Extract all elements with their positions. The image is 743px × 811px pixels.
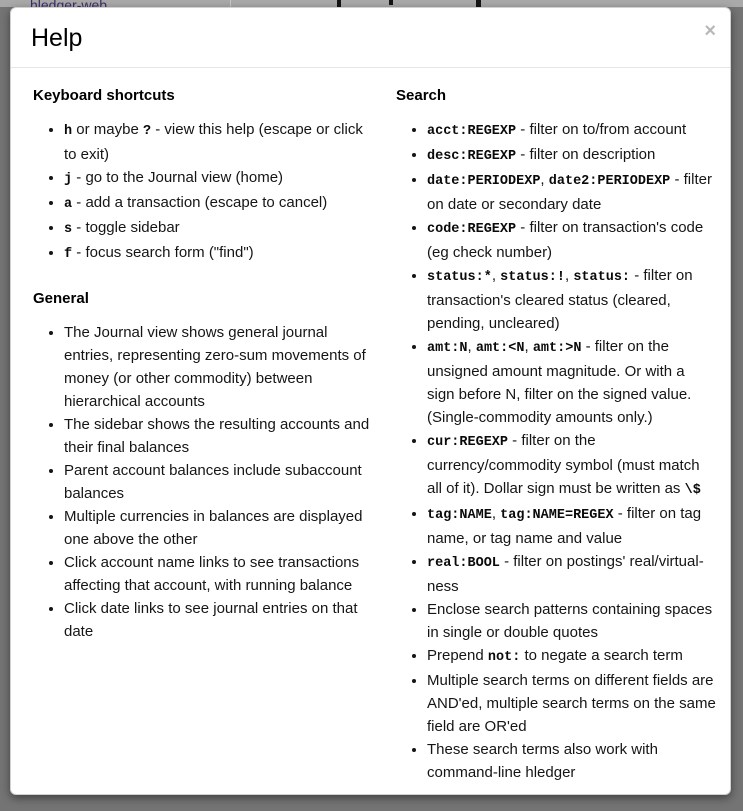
text-segment: The Journal view shows general journal entries, representing zero-sum movements of money (or other commodity) between hierarchical accounts (64, 324, 366, 410)
code-term: status:! (500, 270, 565, 285)
text-segment: - toggle sidebar (72, 219, 180, 236)
text-segment: - filter on transaction's cleared status (cleared, pending, uncleared) (427, 267, 693, 332)
code-term: code:REGEXP (427, 222, 517, 237)
text-segment: Parent account balances include subaccount balances (64, 462, 362, 502)
text-segment: , (491, 267, 501, 284)
page-heading-fragment (337, 0, 341, 7)
list-item (427, 738, 716, 784)
text-segment: - add a transaction (escape to cancel) (72, 194, 328, 211)
text-segment: Prepend (427, 647, 488, 664)
sidebar-divider (230, 0, 231, 7)
close-button[interactable] (704, 21, 716, 41)
code-term: s (64, 222, 73, 237)
column-left (33, 87, 396, 808)
list-item (427, 264, 716, 335)
code-term: not: (487, 650, 521, 665)
list-item (427, 143, 716, 168)
list-item (427, 168, 716, 216)
list-item (427, 335, 716, 429)
code-term: j (64, 172, 73, 187)
list-item (427, 216, 716, 264)
text-segment: - go to the Journal view (home) (72, 169, 284, 186)
list-item (427, 118, 716, 143)
help-section-general (33, 290, 378, 643)
code-term: a (64, 197, 73, 212)
page-heading-fragment (389, 0, 393, 5)
code-term: real:BOOL (427, 556, 500, 571)
text-segment: - filter on date or secondary date (427, 171, 712, 213)
text-segment: , (540, 171, 549, 188)
text-segment: These search terms also work with command-line hledger (427, 741, 658, 781)
text-segment: - focus search form ("find") (72, 244, 254, 261)
help-section-keyboard-shortcuts (33, 87, 378, 266)
modal-body (11, 68, 730, 808)
code-term: acct:REGEXP (427, 124, 517, 139)
text-segment: Click date links to see journal entries on that date (64, 600, 358, 640)
list-item (427, 598, 716, 644)
list-item (64, 241, 378, 266)
text-segment: - filter on the unsigned amount magnitude. Or with a sign before N, filter on the signed value. (Single-commodity amounts only.) (427, 338, 692, 426)
text-segment: - filter on the currency/commodity symbol (must match all of it). Dollar sign must be written as (427, 432, 700, 497)
code-term: f (64, 247, 73, 262)
section-heading-keyboard-shortcuts: Keyboard shortcuts (33, 87, 175, 104)
text-segment: - filter on transaction's code (eg check number) (427, 219, 704, 261)
text-segment: , (491, 505, 501, 522)
text-segment: The sidebar shows the resulting accounts and their final balances (64, 416, 370, 456)
bullet-list (396, 118, 716, 784)
list-item (64, 118, 378, 166)
code-term: cur:REGEXP (427, 435, 509, 450)
list-item (427, 429, 716, 502)
section-heading-general: General (33, 290, 89, 307)
help-modal (10, 7, 731, 795)
code-term: date2:PERIODEXP (548, 174, 671, 189)
text-segment: - filter on to/from account (516, 121, 687, 138)
section-heading-search: Search (396, 87, 447, 104)
column-right (396, 87, 716, 808)
code-term: amt:<N (475, 341, 525, 356)
list-item (64, 597, 378, 643)
text-segment: , (564, 267, 574, 284)
text-segment: Enclose search patterns containing spaces in single or double quotes (427, 601, 713, 641)
list-item (427, 502, 716, 550)
list-item (427, 550, 716, 598)
close-icon: × (704, 20, 716, 42)
text-segment: - filter on description (516, 146, 656, 163)
help-section-search (396, 87, 716, 784)
text-segment: - view this help (escape or click to exit) (64, 121, 363, 163)
text-segment: or maybe (72, 121, 143, 138)
list-item (64, 191, 378, 216)
code-term: \$ (684, 483, 701, 498)
page-heading-fragment (476, 0, 481, 7)
list-item (64, 459, 378, 505)
list-item (427, 669, 716, 738)
text-segment: , (524, 338, 533, 355)
bullet-list (33, 118, 378, 266)
text-segment: Multiple search terms on different fields are AND'ed, multiple search terms on the same field are OR'ed (427, 672, 716, 735)
text-segment: Click account name links to see transactions affecting that account, with running balance (64, 554, 360, 594)
list-item (64, 551, 378, 597)
code-term: ? (142, 124, 152, 139)
code-term: status:* (427, 270, 492, 285)
text-segment: to negate a search term (520, 647, 683, 664)
list-item (64, 505, 378, 551)
help-title: Help (31, 24, 83, 52)
text-segment: - filter on tag name, or tag name and value (427, 505, 702, 547)
list-item (427, 644, 716, 669)
code-term: amt:>N (532, 341, 582, 356)
modal-header (11, 8, 730, 68)
background-page-strip (0, 0, 743, 7)
code-term: desc:REGEXP (427, 149, 517, 164)
list-item (64, 166, 378, 191)
text-segment: Multiple currencies in balances are displayed one above the other (64, 508, 363, 548)
text-segment: , (467, 338, 476, 355)
code-term: status: (573, 270, 631, 285)
code-term: h (64, 124, 73, 139)
bullet-list (33, 321, 378, 643)
list-item (64, 321, 378, 413)
code-term: tag:NAME (427, 508, 492, 523)
text-segment: - filter on postings' real/virtual-ness (427, 553, 704, 595)
list-item (64, 216, 378, 241)
list-item (64, 413, 378, 459)
code-term: date:PERIODEXP (427, 174, 541, 189)
code-term: tag:NAME=REGEX (500, 508, 614, 523)
code-term: amt:N (427, 341, 468, 356)
